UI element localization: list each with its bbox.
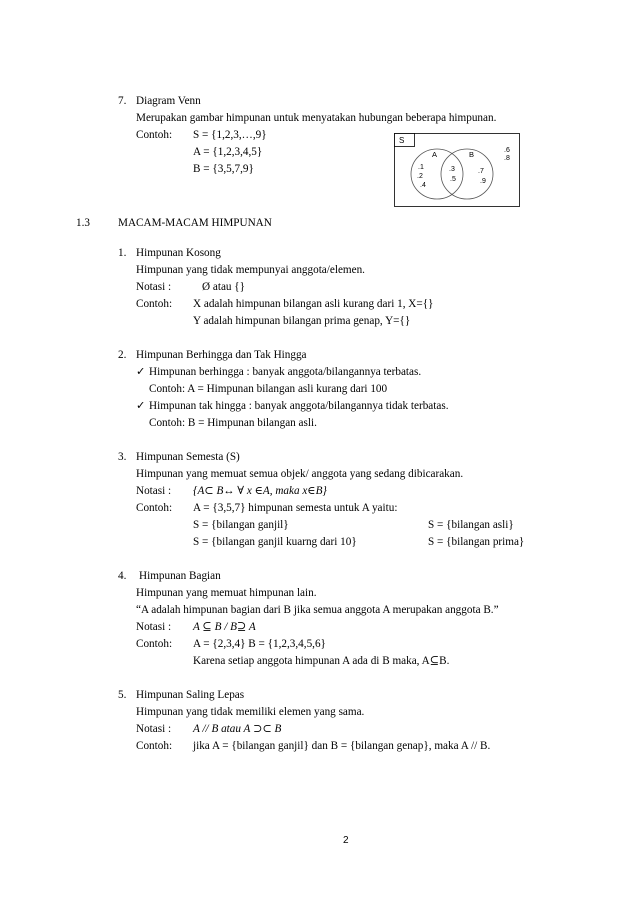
venn-element: .9 (480, 178, 486, 185)
empty-set-contoh-label: Contoh: (136, 298, 173, 310)
item-number-1: 1. (118, 247, 127, 259)
universal-set-option-odd: S = {bilangan ganjil} (193, 519, 289, 531)
universal-set-notation: {A⊂ B↔ ∀ x ∈A, maka x∈B} (193, 485, 327, 497)
finite-set-example: Contoh: A = Himpunan bilangan asli kurang dari 100 (149, 383, 388, 395)
subset-notation: A ⊆ B / B⊇ A (193, 621, 256, 633)
check-icon: ✓ (136, 399, 146, 412)
universal-set-option-odd-under-10: S = {bilangan ganjil kuarng dari 10} (193, 536, 357, 548)
universal-set-example: A = {3,5,7} himpunan semesta untuk A yaitu: (193, 502, 398, 514)
venn-element: .2 (417, 173, 423, 180)
subset-heading: Himpunan Bagian (139, 570, 221, 582)
item-number-4: 4. (118, 570, 127, 582)
disjoint-set-example: jika A = {bilangan ganjil} dan B = {bilangan genap}, maka A // B. (193, 740, 491, 752)
subset-description: Himpunan yang memuat himpunan lain. (136, 587, 317, 599)
disjoint-set-notation: A // B atau A ⊃⊂ B (193, 723, 282, 735)
venn-set-b-label: B (469, 150, 475, 159)
section-title: MACAM-MACAM HIMPUNAN (118, 217, 272, 229)
section-number: 1.3 (76, 217, 90, 229)
infinite-set-definition: Himpunan tak hingga : banyak anggota/bilangannya tidak terbatas. (149, 400, 449, 412)
venn-example-b: B = {3,5,7,9} (193, 163, 254, 175)
empty-set-notation: Ø atau {} (202, 281, 246, 293)
empty-set-notasi-label: Notasi : (136, 281, 172, 293)
universal-set-option-prime: S = {bilangan prima} (428, 536, 525, 548)
disjoint-set-heading: Himpunan Saling Lepas (136, 689, 245, 701)
venn-example-s: S = {1,2,3,…,9} (193, 129, 267, 141)
venn-element: .6 (504, 147, 510, 154)
venn-set-a-label: A (432, 150, 438, 159)
disjoint-set-notasi-label: Notasi : (136, 723, 172, 735)
venn-contoh-label: Contoh: (136, 129, 173, 141)
venn-diagram (394, 133, 520, 207)
universal-set-notasi-label: Notasi : (136, 485, 172, 497)
page-number: 2 (343, 835, 349, 846)
venn-universe-label: S (399, 136, 405, 145)
venn-example-a: A = {1,2,3,4,5} (193, 146, 263, 158)
infinite-set-example: Contoh: B = Himpunan bilangan asli. (149, 417, 317, 429)
disjoint-set-description: Himpunan yang tidak memiliki elemen yang sama. (136, 706, 365, 718)
empty-set-description: Himpunan yang tidak mempunyai anggota/elemen. (136, 264, 365, 276)
venn-element: .3 (449, 166, 455, 173)
universal-set-option-natural: S = {bilangan asli} (428, 519, 514, 531)
item-number-7: 7. (118, 95, 127, 107)
subset-conclusion: Karena setiap anggota himpunan A ada di B maka, A⊆B. (193, 655, 450, 667)
subset-example: A = {2,3,4} B = {1,2,3,4,5,6} (193, 638, 326, 650)
finite-set-definition: Himpunan berhingga : banyak anggota/bilangannya terbatas. (149, 366, 422, 378)
universal-set-contoh-label: Contoh: (136, 502, 173, 514)
venn-element: .8 (504, 155, 510, 162)
empty-set-example-x: X adalah himpunan bilangan asli kurang dari 1, X={} (193, 298, 434, 310)
subset-quote: “A adalah himpunan bagian dari B jika semua anggota A merupakan anggota B.” (136, 604, 499, 616)
subset-contoh-label: Contoh: (136, 638, 173, 650)
item-number-2: 2. (118, 349, 127, 361)
subset-notasi-label: Notasi : (136, 621, 172, 633)
venn-element: .5 (450, 176, 456, 183)
finite-set-heading: Himpunan Berhingga dan Tak Hingga (136, 349, 307, 361)
venn-element: .1 (418, 164, 424, 171)
venn-heading: Diagram Venn (136, 95, 201, 107)
empty-set-example-y: Y adalah himpunan bilangan prima genap, Y={} (193, 315, 411, 327)
venn-element: .4 (420, 182, 426, 189)
check-icon: ✓ (136, 365, 146, 378)
venn-element: .7 (478, 168, 484, 175)
universal-set-heading: Himpunan Semesta (S) (136, 451, 240, 463)
universal-set-description: Himpunan yang memuat semua objek/ anggota yang sedang dibicarakan. (136, 468, 464, 480)
empty-set-heading: Himpunan Kosong (136, 247, 221, 259)
item-number-5: 5. (118, 689, 127, 701)
item-number-3: 3. (118, 451, 127, 463)
disjoint-set-contoh-label: Contoh: (136, 740, 173, 752)
venn-description: Merupakan gambar himpunan untuk menyatakan hubungan beberapa himpunan. (136, 112, 497, 124)
